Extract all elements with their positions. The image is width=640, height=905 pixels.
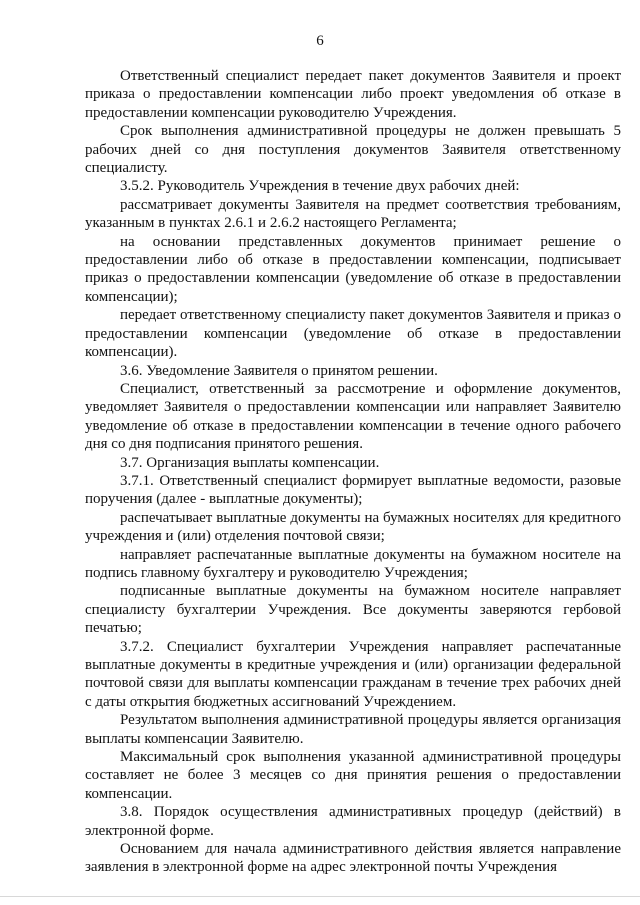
paragraph: 3.7.1. Ответственный специалист формирует выплатные ведомости, разовые поручения (далее - выплатные документы); bbox=[85, 472, 621, 508]
paragraph: Максимальный срок выполнения указанной административной процедуры составляет не более 3 месяцев со дня принятия решения о предоставлении компенсации. bbox=[85, 749, 621, 802]
page-bottom-edge bbox=[0, 896, 640, 897]
paragraph: 3.5.2. Руководитель Учреждения в течение двух рабочих дней: bbox=[120, 178, 520, 195]
paragraph: подписанные выплатные документы на бумажном носителе направляет специалисту бухгалтерии Учреждения. Все документы заверяются гербовой печатью; bbox=[85, 583, 621, 637]
paragraph: 3.6. Уведомление Заявителя о принятом решении. bbox=[120, 362, 438, 379]
paragraph: Специалист, ответственный за рассмотрение и оформление документов, уведомляет Заявителя о предоставлении компенсации или направляет Заявителю уведомление об отказе в предоставлении компенсации в течение одного рабочего дня со дня подписания принятого решения. bbox=[85, 380, 621, 453]
paragraph: Результатом выполнения административной процедуры является организация выплаты компенсации Заявителю. bbox=[85, 712, 621, 747]
document-body bbox=[85, 67, 621, 877]
paragraph: Ответственный специалист передает пакет документов Заявителя и проект приказа о предоставлении компенсации либо проект уведомления об отказе в предоставлении компенсации руководителю Учреждения. bbox=[85, 68, 621, 121]
paragraph: направляет распечатанные выплатные документы на бумажном носителе на подпись главному бухгалтеру и руководителю Учреждения; bbox=[85, 546, 621, 581]
paragraph: 3.7.2. Специалист бухгалтерии Учреждения направляет распечатанные выплатные документы в кредитные учреждения и (или) организации федеральной почтовой связи для выплаты компенсации гражданам в течение трех рабочих дней с даты открытия бюджетных ассигнований Учреждением. bbox=[85, 638, 621, 710]
paragraph: 3.8. Порядок осуществления административных процедур (действий) в электронной форме. bbox=[85, 804, 621, 839]
paragraph: рассматривает документы Заявителя на предмет соответствия требованиям, указанным в пунктах 2.6.1 и 2.6.2 настоящего Регламента; bbox=[85, 196, 621, 232]
paragraph: Срок выполнения административной процедуры не должен превышать 5 рабочих дней со дня поступления документов Заявителя ответственному специалисту. bbox=[85, 123, 621, 177]
paragraph: передает ответственному специалисту пакет документов Заявителя и приказ о предоставлении компенсации (уведомление об отказе в предоставлении компенсации). bbox=[85, 307, 621, 361]
paragraph: 3.7. Организация выплаты компенсации. bbox=[120, 454, 380, 471]
paragraph: распечатывает выплатные документы на бумажных носителях для кредитного учреждения и (или) отделения почтовой связи; bbox=[85, 509, 621, 545]
page-number: 6 bbox=[316, 33, 324, 49]
paragraph: Основанием для начала административного действия является направление заявления в электронной форме на адрес электронной почты Учреждения bbox=[85, 841, 621, 876]
paragraph: на основании представленных документов принимает решение о предоставлении либо об отказе в предоставлении компенсации, подписывает приказ о предоставлении компенсации (уведомление об отказе в предоставлении компенсации); bbox=[85, 233, 621, 305]
